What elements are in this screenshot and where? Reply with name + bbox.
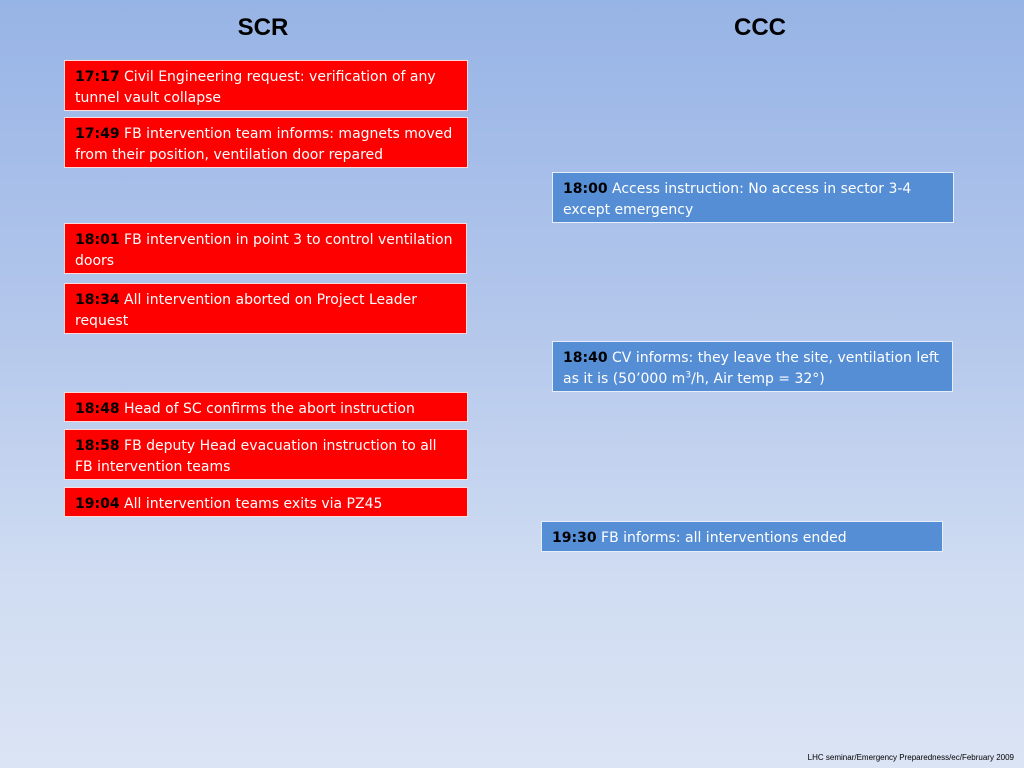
- event-time: 18:48: [75, 401, 120, 417]
- event-time: 19:30: [552, 530, 597, 546]
- event-text: FB informs: all interventions ended: [596, 530, 847, 546]
- superscript-three: 3: [685, 370, 692, 381]
- event-text: Head of SC confirms the abort instruction: [119, 401, 415, 417]
- slide-footer: LHC seminar/Emergency Preparedness/ec/February 2009: [807, 753, 1014, 762]
- event-text: All intervention teams exits via PZ45: [119, 496, 383, 512]
- event-text: FB intervention in point 3 to control ventilation doors: [75, 232, 453, 269]
- event-text: All intervention aborted on Project Leader request: [75, 292, 417, 329]
- ccc-event-box: [552, 341, 953, 392]
- event-time: 18:00: [563, 181, 608, 197]
- event-text-continued: /h, Air temp = 32°): [691, 371, 825, 387]
- scr-column-title: SCR: [237, 14, 289, 41]
- ccc-event-box: [541, 521, 943, 552]
- event-time: 19:04: [75, 496, 120, 512]
- event-time: 18:01: [75, 232, 120, 248]
- event-text: Access instruction: No access in sector 3-4 except emergency: [563, 181, 912, 218]
- scr-event-box: [64, 283, 467, 334]
- event-time: 17:49: [75, 126, 120, 142]
- scr-event-box: [64, 429, 468, 480]
- scr-event-box: [64, 60, 468, 111]
- ccc-event-box: [552, 172, 954, 223]
- event-text: FB deputy Head evacuation instruction to all FB intervention teams: [75, 438, 437, 475]
- scr-event-box: [64, 223, 467, 274]
- scr-event-box: [64, 117, 468, 168]
- event-text: CV informs: they leave the site, ventilation left as it is (50’000 m: [563, 350, 940, 387]
- event-time: 18:40: [563, 350, 608, 366]
- event-time: 17:17: [75, 69, 120, 85]
- scr-event-box: [64, 487, 468, 517]
- event-time: 18:34: [75, 292, 120, 308]
- event-text: FB intervention team informs: magnets moved from their position, ventilation door repared: [75, 126, 453, 163]
- ccc-column-title: CCC: [734, 14, 786, 41]
- event-time: 18:58: [75, 438, 120, 454]
- event-text: Civil Engineering request: verification of any tunnel vault collapse: [75, 69, 436, 106]
- scr-event-box: [64, 392, 468, 422]
